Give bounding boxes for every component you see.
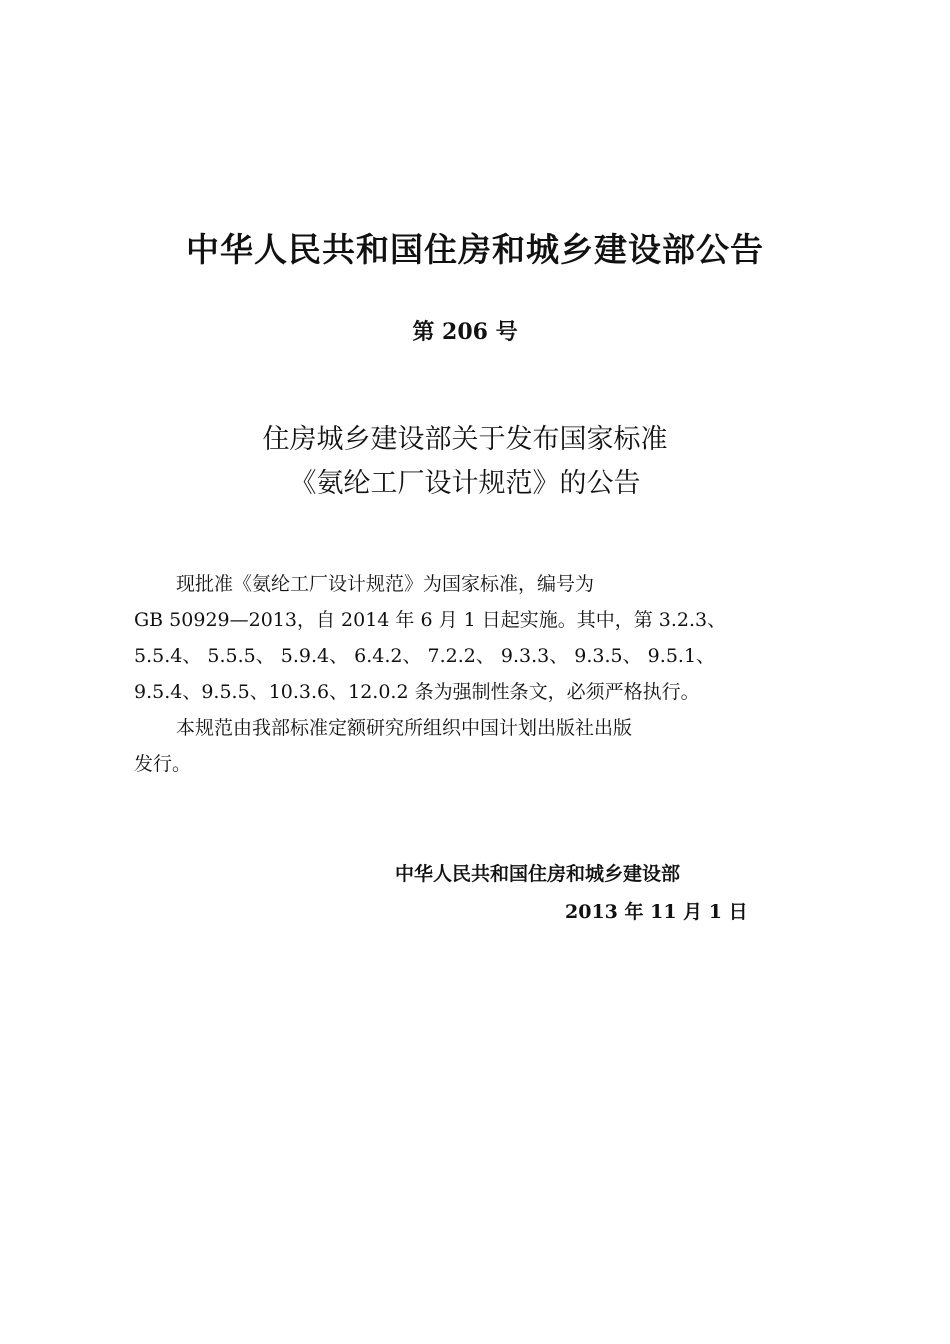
paragraph-1-line: GB 50929—2013，自 2014 年 6 月 1 日起实施。其中，第 3.2.3、 xyxy=(134,609,727,631)
issuing-authority: 中华人民共和国住房和城乡建设部 xyxy=(395,863,681,885)
paragraph-1-line: 5.5.4、 5.5.5、 5.9.4、 6.4.2、 7.2.2、 9.3.3、 9.3.5、 9.5.1、 xyxy=(134,645,716,667)
announcement-heading: 中华人民共和国住房和城乡建设部公告 xyxy=(186,230,764,269)
paragraph-2-line: 发行。 xyxy=(134,753,192,775)
issue-date: 2013 年 11 月 1 日 xyxy=(565,901,748,923)
paragraph-1-line: 现批准《氨纶工厂设计规范》为国家标准，编号为 xyxy=(176,573,595,595)
announcement-body xyxy=(134,566,799,782)
paragraph-1-line: 9.5.4、9.5.5、10.3.6、12.0.2 条为强制性条文，必须严格执行。 xyxy=(134,681,700,703)
announcement-subject xyxy=(0,418,930,506)
subject-line: 《氨纶工厂设计规范》的公告 xyxy=(289,468,641,499)
subject-line: 住房城乡建设部关于发布国家标准 xyxy=(262,424,668,455)
announcement-number: 第 206 号 xyxy=(412,319,518,345)
paragraph-2-line: 本规范由我部标准定额研究所组织中国计划出版社出版 xyxy=(176,717,633,739)
